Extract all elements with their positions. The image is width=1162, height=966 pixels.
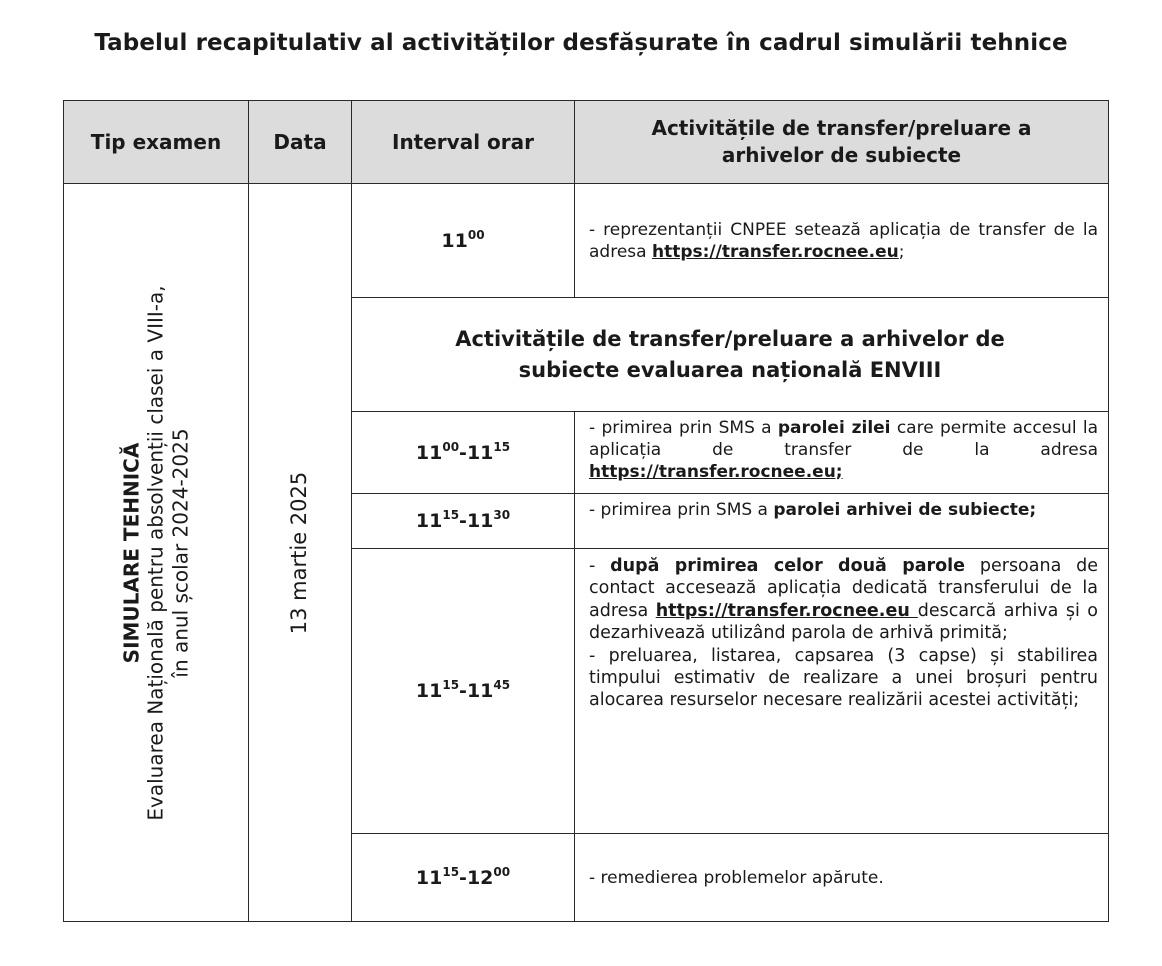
activity-bold: după primirea celor două parole [610, 556, 966, 576]
time-cell [352, 412, 575, 494]
section-title: Activitățile de transfer/preluare a arhivelor de subiecte evaluarea națională ENVIII [352, 298, 1109, 412]
time-start: 11 [441, 229, 468, 252]
time-sep: - [459, 441, 467, 464]
transfer-link[interactable]: https://transfer.rocnee.eu [655, 600, 918, 621]
activity-cell [575, 494, 1109, 549]
transfer-link[interactable]: https://transfer.rocnee.eu; [589, 461, 843, 482]
transfer-link[interactable]: https://transfer.rocnee.eu [651, 241, 899, 262]
header-data: Data [249, 101, 352, 184]
activity-text: - primirea prin SMS a [589, 418, 778, 438]
activity-text: persoana de contact accesează aplicația dedicată transferului de la adresa [589, 556, 1098, 621]
time-start: 11 [415, 866, 443, 889]
time-end: 11 [466, 441, 494, 464]
activity-bold: parolei zilei [777, 418, 891, 438]
time-end-sup: 00 [493, 864, 511, 879]
time-end-sup: 15 [493, 439, 511, 454]
activity-text: descarcă arhiva și o dezarhivează utilizând parola de arhivă primită; [589, 600, 1098, 644]
activity-bold: parolei arhivei de subiecte; [773, 500, 1037, 520]
activity-cell [575, 834, 1109, 922]
activity-text: - [589, 556, 611, 576]
time-start-sup: 15 [442, 864, 460, 879]
time-start-sup: 15 [442, 508, 460, 522]
exam-type-cell [64, 184, 249, 922]
exam-type-line3: în anul școlar 2024-2025 [168, 427, 193, 678]
header-tip-examen: Tip examen [64, 101, 249, 184]
time-start: 11 [415, 510, 443, 532]
time-start: 11 [415, 441, 443, 464]
activity-cell [575, 412, 1109, 494]
time-sep: - [459, 510, 467, 532]
activities-table [63, 100, 1109, 922]
time-end-sup: 30 [493, 508, 511, 522]
date-cell [249, 184, 352, 922]
time-cell [352, 549, 575, 834]
activity-text: - primirea prin SMS a [589, 500, 774, 520]
page-title: Tabelul recapitulativ al activităților desfășurate în cadrul simulării tehnice [94, 30, 1068, 56]
time-sep: - [459, 866, 467, 889]
activity-text: - preluarea, listarea, capsarea (3 capse) și stabilirea timpului estimativ de realizare a unei broșuri pentru alocarea resurselor necesare realizării acestei activități; [589, 645, 1098, 711]
time-start-sup: 00 [442, 439, 460, 454]
activity-text: - reprezentanții CNPEE setează aplicația de transfer de la adresa [589, 219, 1098, 262]
activity-text: - remedierea problemelor apărute. [589, 867, 884, 888]
header-activitati: Activitățile de transfer/preluare a arhivelor de subiecte [575, 101, 1109, 184]
time-cell [352, 834, 575, 922]
time-start-sup: 15 [442, 678, 460, 692]
time-end: 12 [466, 866, 494, 889]
time-sep: - [459, 680, 467, 702]
time-end-sup: 45 [493, 678, 511, 692]
activity-cell [575, 549, 1109, 834]
exam-type-label [119, 285, 192, 820]
time-start-sup: 00 [467, 227, 485, 242]
activity-cell [575, 184, 1109, 298]
activity-text: care permite accesul la aplicația de transfer de la adresa [589, 418, 1098, 460]
activity-text: ; [898, 241, 905, 262]
time-cell [352, 184, 575, 298]
time-start: 11 [415, 680, 443, 702]
table-row [64, 184, 1109, 298]
time-cell [352, 494, 575, 549]
time-end: 11 [466, 510, 494, 532]
exam-type-line1: SIMULARE TEHNICĂ [119, 442, 144, 663]
table-header-row [64, 101, 1109, 184]
date-label: 13 martie 2025 [287, 471, 312, 634]
time-end: 11 [466, 680, 494, 702]
exam-type-line2: Evaluarea Națională pentru absolvenții clasei a VIII-a, [143, 284, 168, 821]
header-interval: Interval orar [352, 101, 575, 184]
